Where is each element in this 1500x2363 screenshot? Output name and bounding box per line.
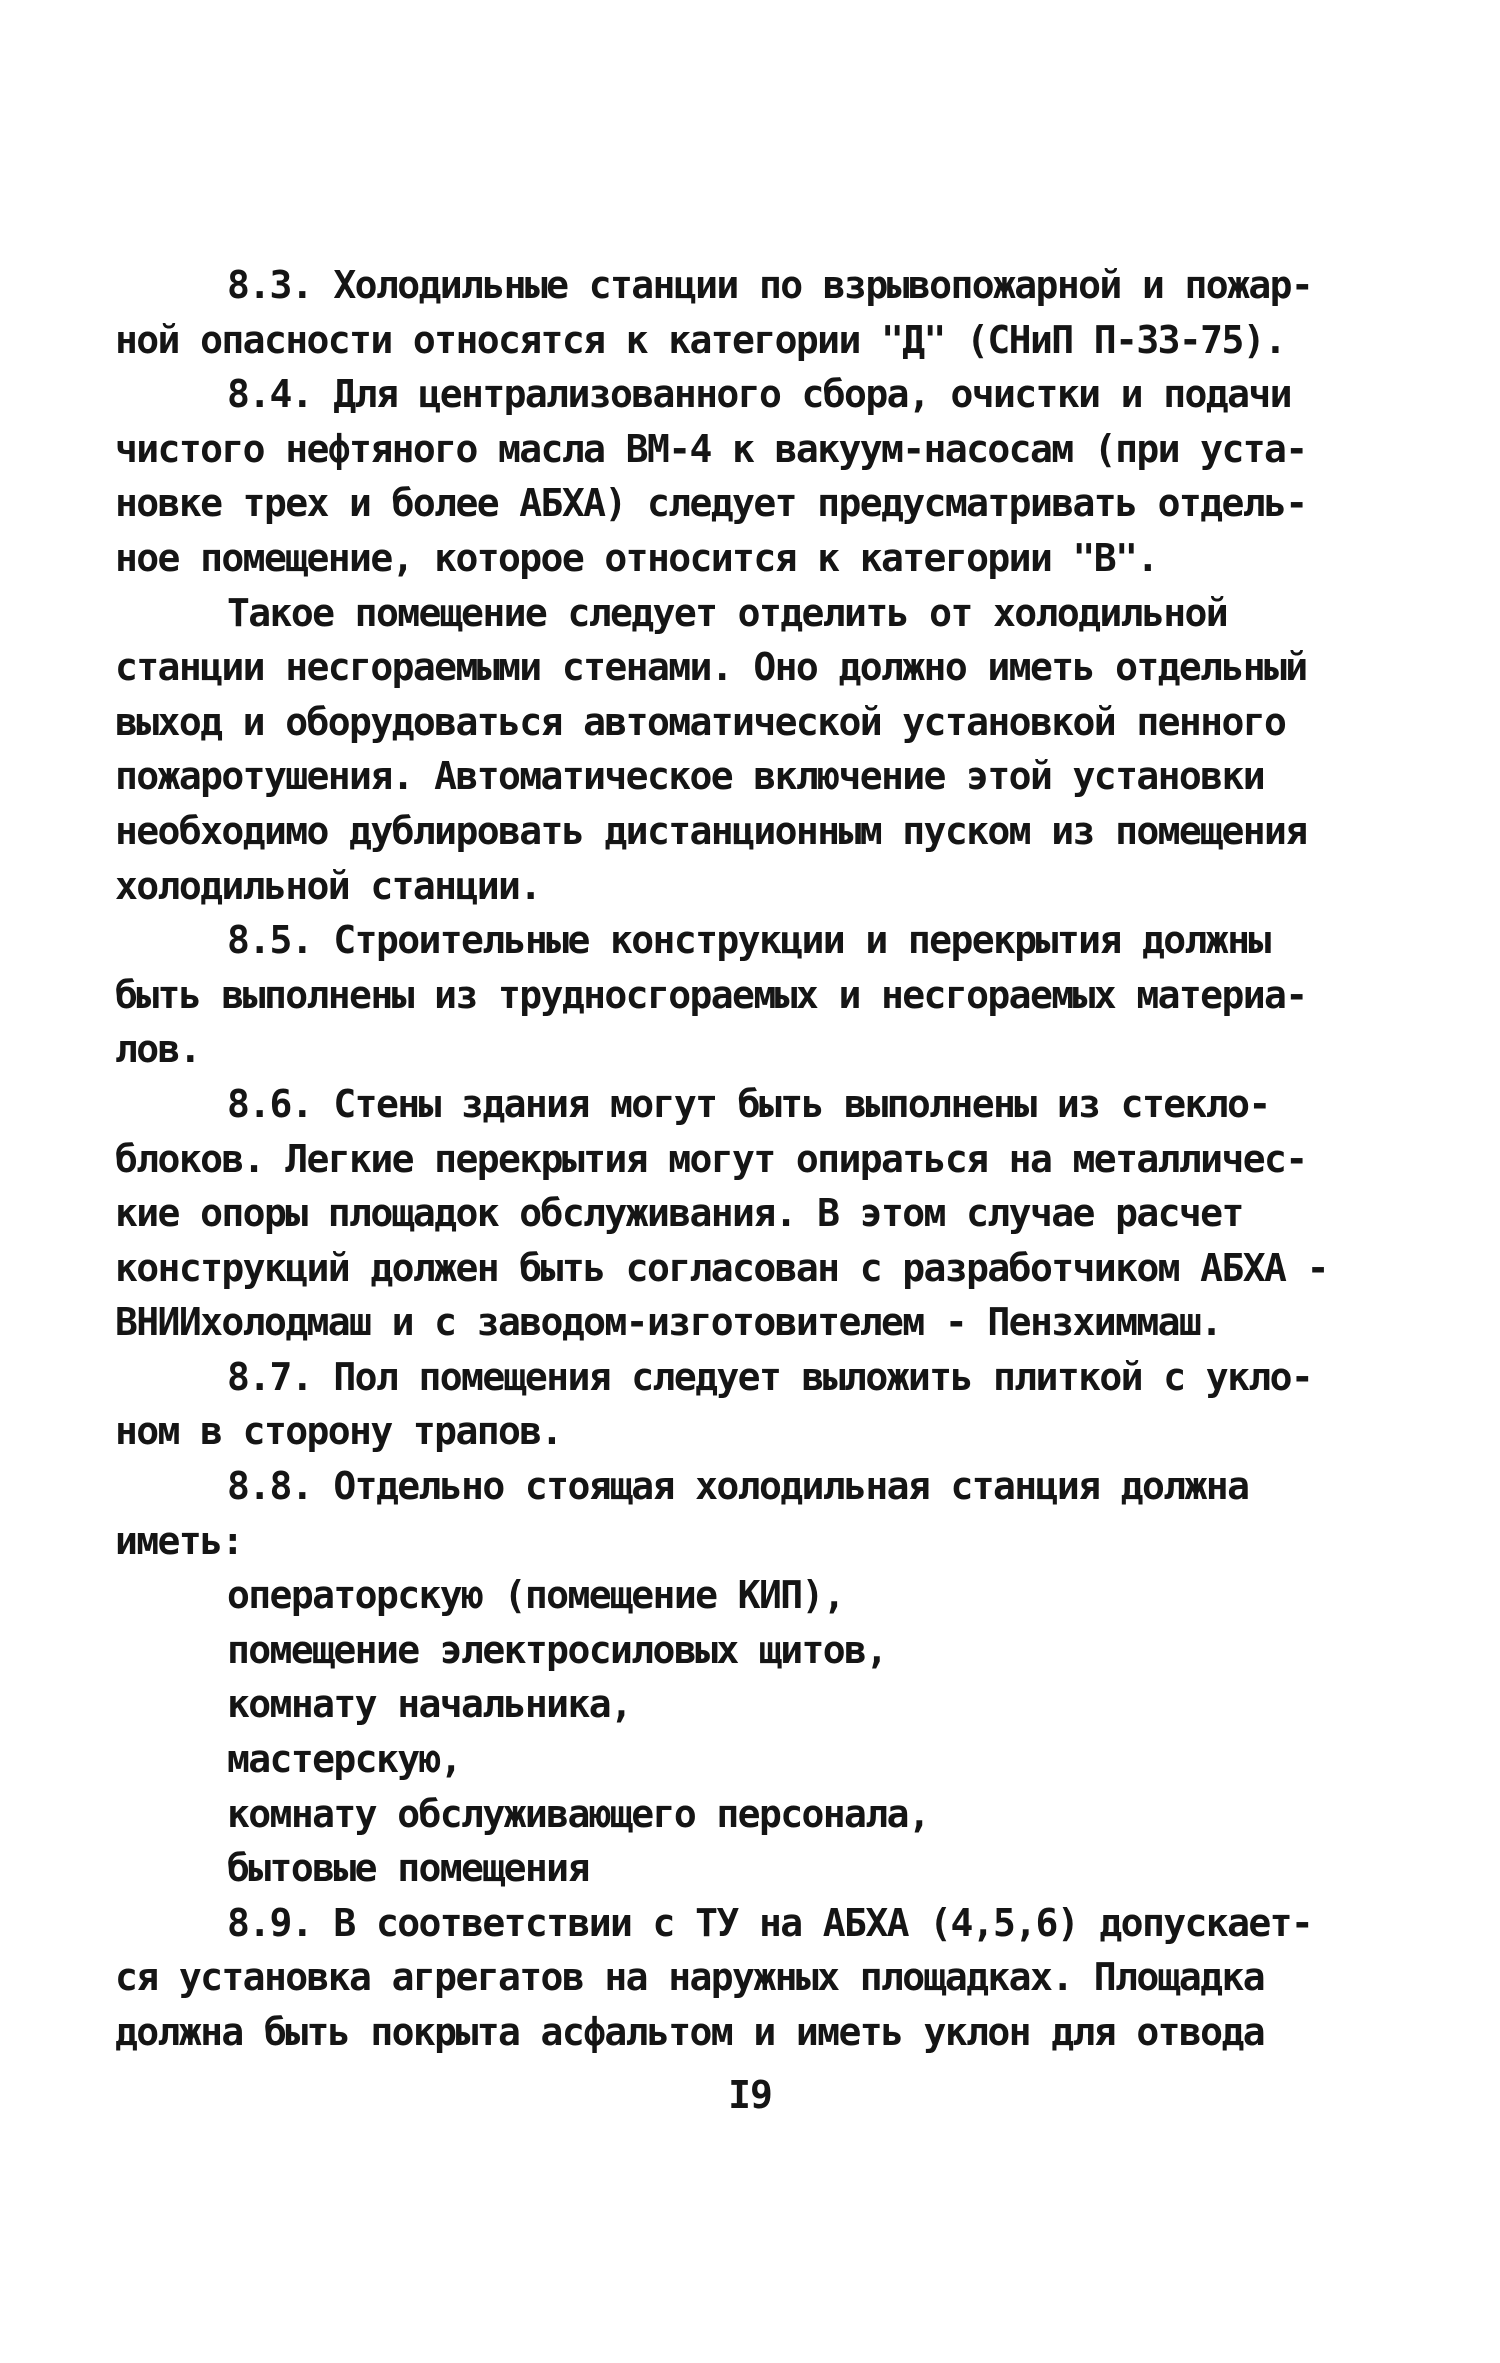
paragraph-first-line: 8.9. В соответствии с ТУ на АБХА (4,5,6) допускает- [227, 1900, 1313, 1945]
text-line: ся установка агрегатов на наружных площадках. Площадка [115, 1955, 1265, 2000]
text-line: новке трех и более АБХА) следует предусматривать отдель- [115, 481, 1307, 526]
text-line: ВНИИхолодмаш и с заводом-изготовителем - Пензхиммаш. [115, 1300, 1222, 1345]
text-line: кие опоры площадок обслуживания. В этом случае расчет [115, 1191, 1243, 1236]
paragraph-first-line: 8.5. Строительные конструкции и перекрытия должны [227, 918, 1270, 963]
list-item: бытовые помещения [227, 1846, 589, 1891]
paragraph-first-line: 8.6. Стены здания могут быть выполнены из стекло- [227, 1081, 1270, 1126]
paragraph-first-line: 8.3. Холодильные станции по взрывопожарной и пожар- [227, 263, 1313, 307]
text-line: станции несгораемыми стенами. Оно должно иметь отдельный [115, 645, 1307, 690]
document-body [115, 258, 1385, 2060]
list-item: комнату обслуживающего персонала, [227, 1791, 930, 1836]
text-line: быть выполнены из трудносгораемых и несгораемых материа- [115, 972, 1307, 1017]
text-line: блоков. Легкие перекрытия могут опираться на металличес- [115, 1136, 1307, 1181]
text-line: холодильной станции. [115, 863, 541, 908]
text-line: лов. [115, 1027, 201, 1072]
text-line: должна быть покрыта асфальтом и иметь уклон для отвода [115, 2010, 1265, 2054]
text-line: ное помещение, которое относится к категории "В". [115, 535, 1158, 580]
page-number: I9 [728, 2073, 772, 2117]
text-line: ном в сторону трапов. [115, 1409, 562, 1454]
paragraph-first-line: Такое помещение следует отделить от холодильной [227, 590, 1228, 635]
list-item: мастерскую, [227, 1737, 462, 1782]
text-line: иметь: [115, 1518, 243, 1563]
list-item: операторскую (помещение КИП), [227, 1573, 845, 1618]
text-line: ной опасности относятся к категории "Д" (СНиП П-33-75). [115, 317, 1286, 362]
paragraph-first-line: 8.4. Для централизованного сбора, очистки и подачи [227, 372, 1291, 417]
text-line: выход и оборудоваться автоматической установкой пенного [115, 699, 1286, 744]
list-item: комнату начальника, [227, 1682, 632, 1727]
paragraph-first-line: 8.8. Отдельно стоящая холодильная станция должна [227, 1464, 1249, 1509]
text-line: пожаротушения. Автоматическое включение этой установки [115, 754, 1265, 799]
text-line: необходимо дублировать дистанционным пуском из помещения [115, 808, 1307, 853]
paragraph-first-line: 8.7. Пол помещения следует выложить плиткой с укло- [227, 1354, 1313, 1399]
text-line: чистого нефтяного масла ВМ-4 к вакуум-насосам (при уста- [115, 426, 1307, 471]
text-line: конструкций должен быть согласован с разработчиком АБХА - [115, 1245, 1328, 1290]
list-item: помещение электросиловых щитов, [227, 1627, 887, 1672]
